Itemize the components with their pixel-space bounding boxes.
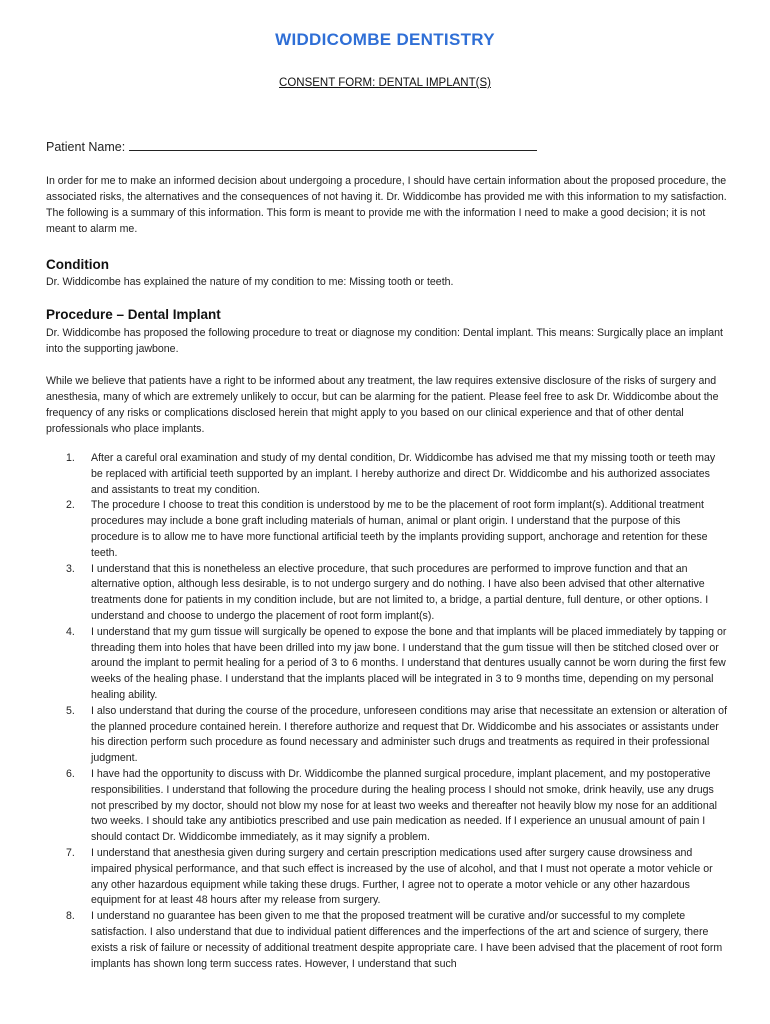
- patient-name-row: [46, 138, 537, 154]
- list-item: [46, 451, 728, 498]
- list-item: [46, 704, 728, 767]
- item-number: 1.: [66, 452, 75, 464]
- list-item: [46, 498, 728, 561]
- item-text: The procedure I choose to treat this condition is understood by me to be the placement of root form implant(s). Additional treatment procedures may include a bone graft including materials of human, animal or plant origin. I understand that the purpose of this procedure is to allow me to have more functional artificial teeth by the implants providing support, anchorage and retention for these teeth.: [91, 499, 708, 559]
- list-item: [46, 562, 728, 625]
- practice-title: WIDDICOMBE DENTISTRY: [275, 30, 495, 49]
- consent-items-list: [46, 451, 728, 972]
- item-text: I understand no guarantee has been given to me that the proposed treatment will be curative and/or successful to my complete satisfaction. I also understand that due to individual patient differences and the imperfections of the art and science of surgery, there exists a risk of failure or necessity of additional treatment despite appropriate care. I have been advised that the placement of root form implants has shown long term success rates. However, I understand that such: [91, 910, 723, 970]
- item-text: I understand that anesthesia given during surgery and certain prescription medications used after surgery cause drowsiness and impaired physical performance, and that such effect is increased by the use of alcohol, and that I must not operate a motor vehicle or any other hazardous equipment while taking these drugs. Further, I agree not to operate a motor vehicle or any other hazardous equipment for at least 48 hours after my release from surgery.: [91, 846, 713, 907]
- intro-paragraph: In order for me to make an informed decision about undergoing a procedure, I should have certain information about the proposed procedure, the associated risks, the alternatives and the consequences of not having it. Dr. Widdicombe has provided me with this information to my satisfaction. The following is a summary of this information. This form is meant to provide me with the information I need to make a good decision; it is not meant to alarm me.: [46, 175, 727, 235]
- condition-text: Dr. Widdicombe has explained the nature of my condition to me: Missing tooth or teeth.: [46, 276, 454, 288]
- item-text: I understand that my gum tissue will surgically be opened to expose the bone and that implants will be placed immediately by tapping or threading them into holes that have been drilled into my jaw bone. I understand that the gum tissue will then be stitched closed over or around the implant to permit healing for a period of 3 to 6 months. I understand that dentures usually cannot be worn during the first few weeks of the healing phase. I understand that the implants placed will be integrated in 3 to 9 months time, depending on my personal healing ability.: [91, 625, 727, 701]
- item-text: I understand that this is nonetheless an elective procedure, that such procedures are performed to improve function and that an alternative option, although less desirable, is to not undergo surgery and do nothing. I have also been advised that other alternative treatments done for patients in my condition include, but are not limited to, a bridge, a partial denture, full denture, or other options. I understand and choose to undergo the placement of root form implant(s).: [91, 562, 709, 622]
- item-number: 6.: [66, 767, 75, 780]
- item-number: 8.: [66, 910, 75, 923]
- item-number: 4.: [66, 625, 75, 638]
- item-number: 7.: [66, 846, 75, 859]
- patient-name-field[interactable]: [129, 138, 537, 151]
- item-number: 5.: [66, 704, 75, 717]
- condition-heading: Condition: [46, 257, 109, 272]
- list-item: [46, 767, 728, 846]
- item-number: 3.: [66, 562, 75, 575]
- list-item: [46, 909, 728, 972]
- item-text: I have had the opportunity to discuss with Dr. Widdicombe the planned surgical procedure, implant placement, and my postoperative responsibilities. I understand that following the procedure during the healing process I should not smoke, drink heavily, use any drugs not prescribed by my doctor, should not blow my nose for at least two weeks and thereafter not heavily blow my nose for an additional two weeks. I should take any antibiotics prescribed and use pain medication as needed. If I experience an unusual amount of pain I should contact Dr. Widdicombe immediately, as it may signify a problem.: [91, 767, 717, 844]
- procedure-text: Dr. Widdicombe has proposed the following procedure to treat or diagnose my condition: Dental implant. This means: Surgically place an implant into the supporting jawbone.: [46, 327, 723, 355]
- disclosure-paragraph: While we believe that patients have a right to be informed about any treatment, the law requires extensive disclosure of the risks of surgery and anesthesia, many of which are extremely unlikely to occur, but can be alarming for the patient. Please feel free to ask Dr. Widdicombe about the frequency of any risks or complications disclosed herein that might apply to you based on our clinical experience and that of other dental professionals who place implants.: [46, 375, 719, 435]
- item-number: 2.: [66, 499, 75, 512]
- item-text: After a careful oral examination and study of my dental condition, Dr. Widdicombe has advised me that my missing tooth or teeth may be replaced with artificial teeth supported by an implant. I hereby authorize and direct Dr. Widdicombe and his authorized associates and assistants to treat my condition.: [91, 452, 716, 496]
- list-item: [46, 846, 728, 909]
- list-item: [46, 625, 728, 704]
- procedure-heading: Procedure – Dental Implant: [46, 307, 221, 322]
- patient-name-label: Patient Name:: [46, 140, 126, 154]
- form-subtitle: CONSENT FORM: DENTAL IMPLANT(S): [279, 77, 491, 89]
- item-text: I also understand that during the course of the procedure, unforeseen conditions may arise that necessitate an extension or alteration of the planned procedure contained herein. I therefore authorize and request that Dr. Widdicombe and his associates or assistants under his direction perform such procedure as found necessary and administer such drugs and treatments as required in their professional judgment.: [91, 704, 728, 765]
